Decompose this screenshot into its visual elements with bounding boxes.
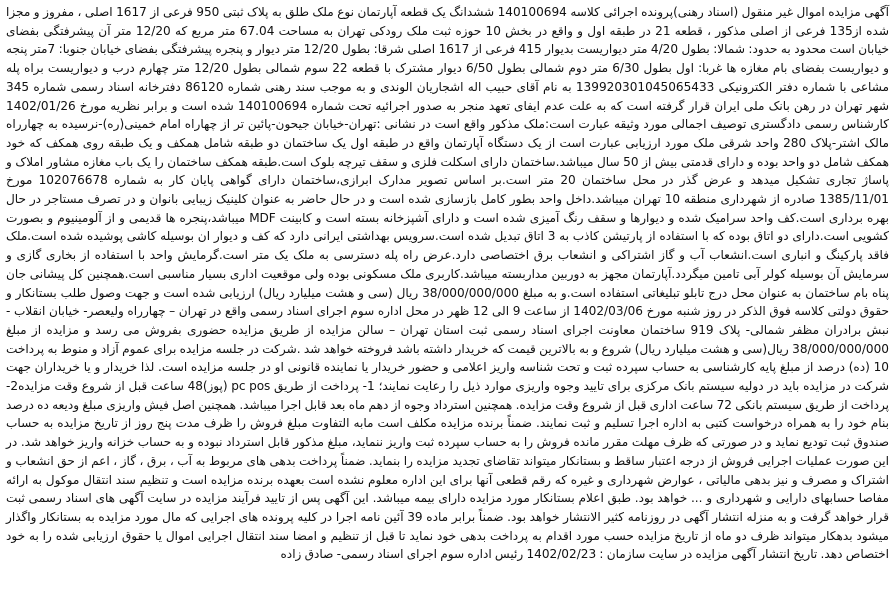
auction-notice-body: آگهی مزایده اموال غیر منقول (اسناد رهنی)پرونده اجرائی کلاسه 140100694 ششدانگ یک قطعه آپارتمان نوع ملک طلق به پلاک ثبتی 950 فرعی از 1617 اصلی ، مفروز و مجزا شده از135 فرعی از اصلی مذکور ، قطعه 21 در طبقه اول و واقع در بخش 10 حوزه ثبت ملک رودکی تهران به مساحت 67.04 متر مربع که 12/20 متر آن پیشرفتگی بفضای خیابان است محدود به حدود: شمالا: بطول 4/20 متر دیواریست بدیوار 415 فرعی از 1617 اصلی شرقا: بطول 12/20 متر دیوار و پنجره پیشرفتگی بفضای خیابان جنوبا: 7متر پنجه و دیواریست بفضای بام مغازه ها غربا: اول بطول 6/30 متر دوم شمالی بطول 6/50 دیوار مشترک با قطعه 22 سوم شمالی بطول 12/20 متر چهارم درب و دیواریست براه پله مشاعی با شماره دفتر الکترونیکی 139920301045065433 به نام آقای حبیب اله اشجاریان الوندی و به موجب سند رهنی شماره 86120 دفترخانه اسناد رسمی شماره 345 شهر تهران در رهن بانک ملی ایران قرار گرفته است که به علت عدم ایفای تعهد منجر به صدور اجرائیه تحت شماره 140100694 شده است و برابر نظریه مورخ 1402/01/26 کارشناس رسمی دادگستری توصیف اجمالی مورد وثیقه عبارت است:ملک مذکور واقع است در نشانی :تهران-خیابان جیحون-پائین تر از چهاراه امام خمینی(ره)-نرسیده به چهارراه مالک اشتر-پلاک 280 واحد شرقی ملک مورد ارزیابی عبارت است از یک دستگاه آپارتمان واقع در طبقه اول یک ساختمان دو طبقه شامل همکف و یک طبقه روی همکف که خود همکف شامل دو واحد بوده و دارای قدمتی بیش از 50 سال میباشد.ساختمان دارای اسکلت فلزی و سقف تیرچه بلوک است.طبقه همکف ساختمان را یک باب مغازه مشاور املاک و پاساژ تجاری تشکیل میدهد و عرض گذر در محل ساختمان 20 متر است.بر اساس تصویر مدارک ابرازی،ساختمان دارای گواهی پایان کار به شماره 102076678 مورخ 1385/11/01 صادره از شهرداری منطقه 10 تهران میباشد.داخل واحد بطور کامل بازسازی شده است و در حال حاضر به عنوان کلینیک زیبایی بانوان و در تصرف مستاجر در حال بهره برداری است.کف واحد سرامیک شده و دیوارها و سقف رنگ آمیزی شده است و دارای آشپزخانه بسته است و کابینت MDF میباشد،پنجره ها قدیمی و از آلومینیوم و بصورت کشویی است.دارای دو اتاق بوده که با استفاده از پارتیشن کاذب به 3 اتاق تبدیل شده است.سرویس بهداشتی ایرانی دارد که کف و دیوار ان بوسیله کاشی پوشیده شده است.ملک فاقد پارکینگ و انباری است.انشعاب آب و گاز اشتراکی و انشعاب برق اختصاصی دارد.عرض راه پله دسترسی به ملک یک متر است.گرمایش واحد با استفاده از بخاری گازی و سرمایش آن بوسیله کولر آبی تامین میگردد.آپارتمان مجهز به دوربین مداربسته میباشد.کاربری ملک مسکونی بوده ولی موقعیت اداری بسیار مناسبی است.همچنین کل پیشانی جان پناه بام ساختمان به عنوان محل درج تابلو تبلیغاتی استفاده است.و به مبلغ 38/000/000/000 ریال (سی و هشت میلیارد ریال) ارزیابی شده است و جهت وصول طلب بستانکار و حقوق دولتی کلاسه فوق الذکر در روز شنبه مورخ 1402/03/06 از ساعت 9 الی 12 ظهر در محل اداره سوم اجرای اسناد رسمی واقع در تهران – چهارراه ولیعصر- خیابان انقلاب - نبش برادران مظفر شمالی- پلاک 919 ساختمان معاونت اجرای اسناد رسمی ثبت استان تهران – سالن مزایده از طریق مزایده حضوری بفروش می رسد و مزایده از مبلغ 38/000/000/000 ریال(سی و هشت میلیارد ریال) شروع و به بالاترین قیمت که خریدار داشته باشد فروخته خواهد شد .شرکت در جلسه مزایده برای عموم آزاد و منوط به پرداخت 10 (ده) درصد از مبلغ پایه کارشناسی به حساب سپرده ثبت و تحت شناسه واریز اعلامی و حضور خریدار یا نماینده قانونی او در جلسه مزایده است. لذا خریدار و یا خریداران جهت شرکت در مزایده باید در دولیه سیستم بانک مرکزی برای تایید وجوه واریزی موارد ذیل را رعایت نمایند؛ 1- پرداخت از طریق pc pos (پوز)48 ساعت قبل از شروع وقت مزایده2- پرداخت از طریق سیستم بانکی 72 ساعت اداری قبل از شروع وقت مزایده. همچنین استرداد وجوه از دهم ماه بعد قابل اجرا میباشد. همچنین اصل فیش واریزی مبلغ ودیعه ده درصد بنام خود را به همراه درخواست کتبی به اداره اجرا تسلیم و ثبت نمایند. ضمناً برنده مزایده مکلف است مابه التفاوت مبلغ فروش را ظرف مدت پنج روز از تاریخ مزایده به حساب صندوق ثبت تودیع نماید و در صورتی که ظرف مهلت مقرر مانده فروش را به حساب سپرده ثبت واریز ننماید، مبلغ مذکور قابل استرداد نبوده و به حساب خزانه واریز خواهد شد. در این صورت عملیات اجرایی فروش از درجه اعتبار ساقط و بستانکار میتواند تقاضای تجدید مزایده را بنماید. ضمناً پرداخت بدهی های مربوط به آب ، برق ، گاز ، اعم از حق انشعاب و اشتراک و مصرف و نیز بدهی مالیاتی ، عوارض شهرداری و غیره که رقم قطعی آنها برای این اداره معلوم نشده است بعهده برنده مزایده است و تنظیم سند انتقال موکول به ارائه مفاصا حسابهای دارایی و شهرداری و ... خواهد بود. طبق اعلام بستانکار مورد مزایده دارای بیمه میباشد. این آگهی پس از تایید فرآیند مزایده در سایت آگهی های اسناد رسمی ثبت قرار خواهد گرفت و به منزله انتشار آگهی در روزنامه کثیر الانتشار خواهد بود. ضمناً برابر ماده 39 آئین نامه اجرا در کلیه پرونده های اجرایی که مال مورد مزایده به بستانکار واگذار میشود بدهکار میتواند ظرف دو ماه از تاریخ مزایده حسب مورد اقدام به پرداخت بدهی خود نماید تا قبل از تنظیم و امضا سند انتقال اجرایی اموال یا حقوق ارزیابی شده را به خود اختصاص دهد. تاریخ انتشار آگهی مزایده در سایت سازمان : 1402/02/23 رئیس اداره سوم اجرای اسناد رسمی- صادق زاده [6, 5, 890, 562]
